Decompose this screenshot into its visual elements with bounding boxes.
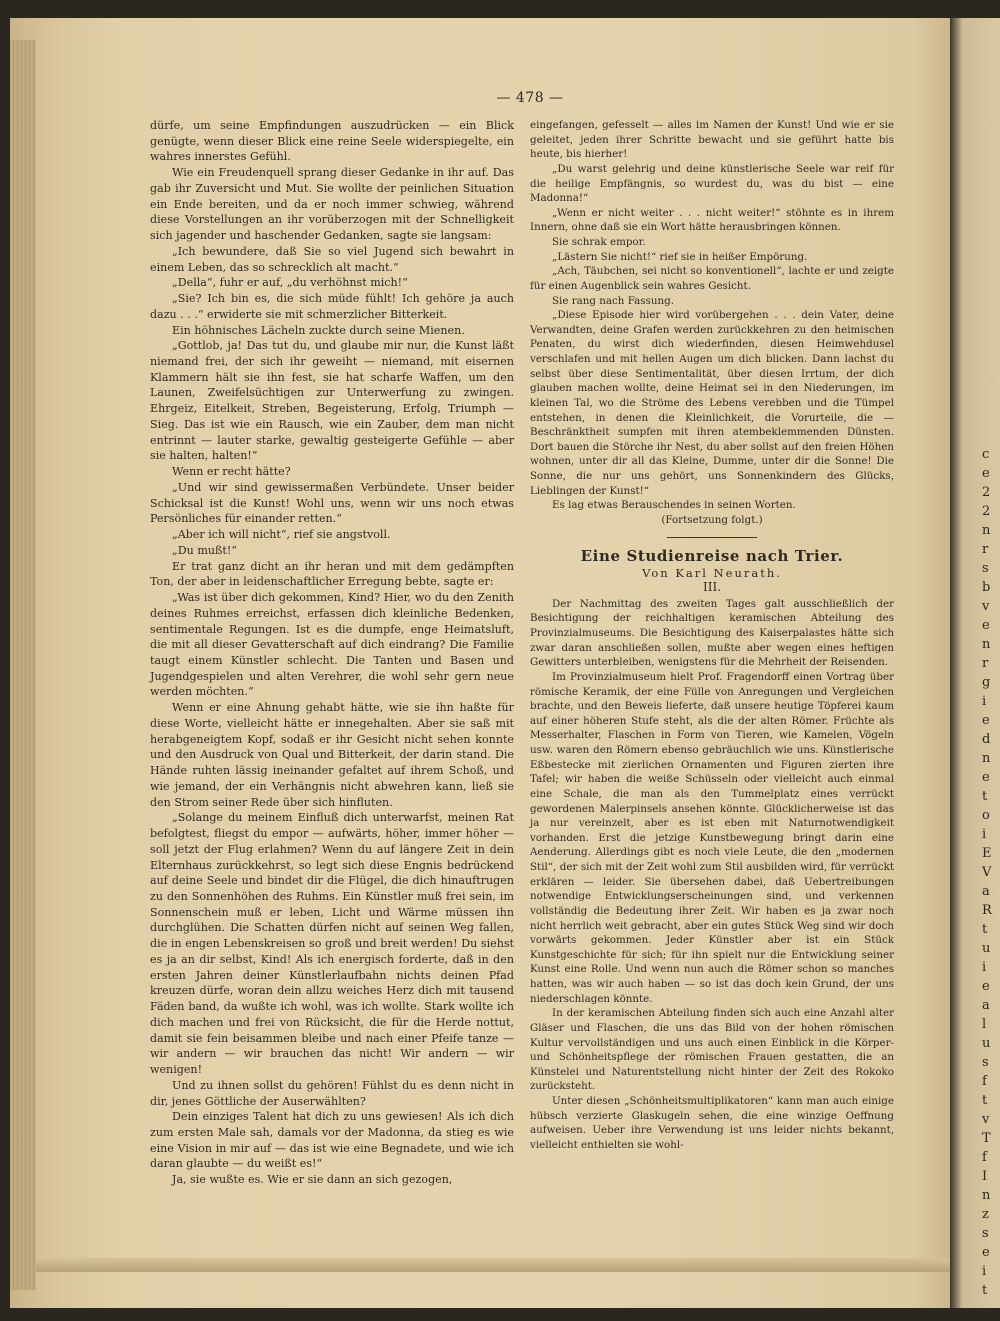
next-page-fragment: e bbox=[982, 713, 990, 728]
next-page-fragment: e bbox=[982, 770, 990, 785]
next-page-fragment: n bbox=[982, 523, 991, 538]
paragraph: „Du mußt!“ bbox=[172, 543, 237, 557]
next-page-fragment: i bbox=[982, 827, 987, 842]
next-page-fragment: a bbox=[982, 998, 990, 1013]
paragraph: Ein höhnisches Lächeln zuckte durch seine Mienen. bbox=[172, 323, 465, 337]
next-page-fragment: R bbox=[982, 903, 992, 918]
next-page-fragment: r bbox=[982, 656, 989, 671]
paragraph: eingefangen, gefesselt — alles im Namen der Kunst! Und wie er sie geleitet, jeden ihrer Schritte bewacht und sie geführt hatte bis heute, bis hierher! bbox=[530, 119, 894, 161]
next-page-fragment: E bbox=[982, 846, 992, 861]
next-page-fragment: r bbox=[982, 542, 989, 557]
paragraph: Wenn er recht hätte? bbox=[172, 465, 291, 479]
next-page-fragment: o bbox=[982, 808, 990, 823]
left-column bbox=[150, 118, 514, 1188]
paragraph: Wie ein Freudenquell sprang dieser Gedanke in ihr auf. Das gab ihr Zuversicht und Mut. Sie wollte der peinlichen Situation ein Ende bereiten, und da er noch immer schwieg, während diese Vorstellungen an ihr vorüberzogen mit der Schnelligkeit sich jagender und haschender Gedanken, sagte sie langsam: bbox=[150, 166, 514, 243]
next-page-fragment: f bbox=[982, 1074, 987, 1089]
paragraph: „Und wir sind gewissermaßen Verbündete. Unser beider Schicksal ist die Kunst! Wohl uns, wenn wir uns noch etwas Persönliches für einander retten.“ bbox=[150, 480, 514, 526]
next-page-fragment: e bbox=[982, 618, 990, 633]
next-page-fragment: V bbox=[982, 865, 992, 880]
next-page-fragment: I bbox=[982, 1169, 988, 1184]
next-page-fragment: v bbox=[982, 1112, 990, 1127]
adjacent-page-edge bbox=[950, 18, 1000, 1308]
paragraph: Er trat ganz dicht an ihr heran und mit dem gedämpften Ton, der aber in leidenschaftlicher Erregung bebte, sagte er: bbox=[150, 559, 514, 589]
next-page-fragment: f bbox=[982, 1150, 987, 1165]
next-page-fragment: n bbox=[982, 637, 991, 652]
paragraph: In der keramischen Abteilung finden sich auch eine Anzahl alter Gläser und Flaschen, die uns das Bild von der hohen römischen Kultur vervollständigen und uns auch einen Einblick in die Körper- und Schönheitspflege der römischen Frauen gestatten, die an Künstelei und Naturentstellung nicht hinter der Zeit des Rokoko zurücksteht. bbox=[530, 1007, 894, 1093]
next-page-fragment: i bbox=[982, 1264, 987, 1279]
paragraph: „Lästern Sie nicht!“ rief sie in heißer Empörung. bbox=[552, 250, 808, 263]
next-page-fragment: a bbox=[982, 884, 990, 899]
paragraph: „Sie? Ich bin es, die sich müde fühlt! Ich gehöre ja auch dazu . . .“ erwiderte sie mit schmerzlicher Bitterkeit. bbox=[150, 292, 514, 321]
right-column bbox=[530, 118, 894, 1153]
next-page-fragment: i bbox=[982, 694, 987, 709]
next-page-fragment: u bbox=[982, 1036, 991, 1051]
next-page-fragment: t bbox=[982, 1093, 988, 1108]
article-section-number: III. bbox=[702, 580, 722, 595]
next-page-fragment: e bbox=[982, 466, 990, 481]
paragraph: Sie rang nach Fassung. bbox=[552, 294, 674, 307]
story-continuation bbox=[530, 118, 894, 513]
next-page-fragment: z bbox=[982, 1207, 989, 1222]
page-number: — 478 — bbox=[496, 90, 564, 106]
paragraph: Im Provinzialmuseum hielt Prof. Fragendorff einen Vortrag über römische Keramik, der eine Fülle von Anregungen und Vergleichen brachte, und den Beweis lieferte, daß unsere heutige Töpferei kaum auf einer höheren Stufe steht, als die der alten Römer. Früchte als Messerhalter, Flaschen in Form von Tieren, wie Kamelen, Vögeln usw. waren den Römern ebenso gebräuchlich wie uns. Künstlerische Eßbestecke mit zierlichen Ornamenten und Figuren zierten ihre Tafel; wir haben die weiße Schüsseln oder vielleicht auch einmal eine Schale, die man als den Tummelplatz eines verrückt gewordenen Malerpinsels ansehen könnte. Glücklicherweise ist das ja nur vereinzelt, aber es ist eben mit Naturnotwendigkeit vorhanden. Erst die jetzige Kunstbewegung bringt darin eine Aenderung. Allerdings gibt es noch viele Leute, die den „modernen Stil“, der sich mit der Zeit wohl zum Stil ausbilden wird, für verrückt erklären — leider. Sie übersehen dabei, daß Uebertreibungen notwendige Entwicklungserscheinungen sind, und verkennen vollständig die Bedeutung ihrer Zeit. Wir haben es ja zwar noch nicht herrlich weit gebracht, aber ein gutes Stück Weg sind wir doch vorwärts gekommen. Jeder Künstler aber ist ein Stück Kunstgeschichte für sich; für ihn spielt nur die Entwicklung seiner Kunst eine Rolle. Und wenn nun auch die Römer schon so manches hatten, was wir auch haben — so ist das doch kein Grund, der uns niederschlagen könnte. bbox=[530, 670, 894, 1005]
next-page-fragment: 2 bbox=[982, 504, 991, 519]
next-page-fragment: n bbox=[982, 1188, 991, 1203]
article-title: Eine Studienreise nach Trier. bbox=[580, 546, 844, 565]
next-page-fragment: i bbox=[982, 960, 987, 975]
article-body bbox=[530, 597, 894, 1153]
paragraph: Unter diesen „Schönheitsmultiplikatoren“ kann man auch einige hübsch verzierte Glaskugeln sehen, die eine winzige Oeffnung aufweisen. Ueber ihre Verwendung ist uns leider nichts bekannt, vielleicht enthielten sie wohl- bbox=[530, 1095, 894, 1151]
paragraph: Es lag etwas Berauschendes in seinen Worten. bbox=[552, 499, 796, 512]
next-page-fragment: 2 bbox=[982, 485, 991, 500]
paragraph: „Ich bewundere, daß Sie so viel Jugend sich bewahrt in einem Leben, das so schrecklich alt macht.“ bbox=[150, 244, 514, 274]
next-page-fragment: b bbox=[982, 580, 991, 595]
article-author: Von Karl Neurath. bbox=[642, 565, 782, 580]
paragraph: „Was ist über dich gekommen, Kind? Hier, wo du den Zenith deines Ruhmes erreichst, erfassen dich kleinliche Bedenken, sentimentale Regungen. Ist es die dumpfe, enge Heimatsluft, die mit all dieser Gevatterschaft auf dich eindrang? Die Familie taugt einem Künstler schlecht. Die Tanten und Basen und Jugendgespielen und alten Verehrer, die wohl sehr gern neue werden möchten.“ bbox=[150, 591, 514, 699]
paragraph: Sie schrak empor. bbox=[552, 236, 646, 248]
next-page-fragment: t bbox=[982, 1283, 988, 1298]
continued-note: (Fortsetzung folgt.) bbox=[661, 513, 763, 526]
next-page-fragment: g bbox=[982, 675, 991, 690]
paragraph: „Solange du meinem Einfluß dich unterwarfst, meinen Rat befolgtest, fliegst du empor — aufwärts, höher, immer höher — soll jetzt der Flug erlahmen? Wenn du auf längere Zeit in dein Elternhaus zurückkehrst, so legt sich diese Engnis bedrückend auf deine Seele und bindet dir die Flügel, die dich hinauftrugen zu den Sonnenhöhen des Ruhms. Ein Künstler muß frei sein, im Sonnenschein muß er leben, Licht und Wärme müssen ihn durchglühen. Die Schatten dürfen nicht auf seinen Weg fallen, die in engen Lebenskreisen so groß und breit werden! Du siehst es ja an dir selbst, Kind! Als ich energisch forderte, daß in den ersten Jahren deiner Künstlerlaufbahn nichts deinen Pfad kreuzen dürfe, woran dein allzu weiches Herz dich mit tausend Fäden band, da wußte ich wohl, was ich wollte. Stark wollte ich dich machen und frei von Rücksicht, die für die Herde nottut, damit sie fein beisammen bleibe und nach einer Pfeife tanze — wir andern — wir brauchen das nicht! Wir andern — wir wenigen! bbox=[150, 811, 514, 1077]
next-page-fragment: t bbox=[982, 789, 988, 804]
paragraph: „Della“, fuhr er auf, „du verhöhnst mich!“ bbox=[172, 276, 408, 290]
paragraph: Der Nachmittag des zweiten Tages galt ausschließlich der Besichtigung der reichhaltigen keramischen Abteilung des Provinzialmuseums. Die Besichtigung des Kaiserpalastes hätte sich zwar daran anschließen sollen, mußte aber wegen eines heftigen Gewitters unterbleiben, wenigstens für die Mehrheit der Reisenden. bbox=[530, 597, 894, 669]
section-divider bbox=[667, 537, 757, 538]
paragraph: dürfe, um seine Empfindungen auszudrücken — ein Blick genügte, wenn dieser Blick eine reine Seele widerspiegelte, ein wahres innerstes Gefühl. bbox=[150, 119, 514, 164]
paragraph: „Ach, Täubchen, sei nicht so konventionell“, lachte er und zeigte für einen Augenblick sein wahres Gesicht. bbox=[530, 265, 894, 292]
next-page-fragment: s bbox=[982, 1226, 989, 1241]
next-page-fragment: v bbox=[982, 599, 990, 614]
next-page-fragment: c bbox=[982, 447, 990, 462]
next-page-fragment: d bbox=[982, 732, 991, 747]
paragraph: „Gottlob, ja! Das tut du, und glaube mir nur, die Kunst läßt niemand frei, der sich ihr geweiht — niemand, mit eisernen Klammern hält sie ihn fest, sie hat scharfe Waffen, um den Launen, Zweifelsüchtigen zur Unterwerfung zu zwingen. Ehrgeiz, Eitelkeit, Streben, Begeisterung, Erfolg, Triumph — Sieg. Das ist wie ein Rausch, wie ein Zauber, dem man nicht entrinnt — lauter starke, gewaltig gesteigerte Gefühle — aber sie halten, halten!“ bbox=[150, 339, 514, 463]
page-edge-stack bbox=[10, 40, 36, 1290]
next-page-fragment: e bbox=[982, 979, 990, 994]
paragraph: Und zu ihnen sollst du gehören! Fühlst du es denn nicht in dir, jenes Göttliche der Auserwählten? bbox=[150, 1078, 514, 1108]
paragraph: Wenn er eine Ahnung gehabt hätte, wie sie ihn haßte für diese Worte, vielleicht hätte er innegehalten. Aber sie saß mit herabgeneigtem Kopf, sodaß er ihr Gesicht nicht sehen konnte und den Ausdruck von Qual und Bitterkeit, der darin stand. Die Hände ruhten lässig ineinander gefaltet auf ihrem Schoß, und wie jemand, der ein Verhängnis nicht abwehren kann, ließ sie den Strom seiner Rede über sich hinfluten. bbox=[150, 701, 514, 809]
paragraph: „Wenn er nicht weiter . . . nicht weiter!“ stöhnte es in ihrem Innern, ohne daß sie ein Wort hätte herausbringen können. bbox=[530, 206, 894, 234]
paragraph: Dein einziges Talent hat dich zu uns gewiesen! Als ich dich zum ersten Male sah, damals vor der Madonna, da stieg es wie eine Vision in mir auf — das ist wie eine Begnadete, und wie ich daran glaubte — du weißt es!“ bbox=[150, 1110, 514, 1171]
next-page-fragment: T bbox=[982, 1131, 991, 1146]
next-page-fragment: e bbox=[982, 1245, 990, 1260]
paragraph: „Aber ich will nicht“, rief sie angstvoll. bbox=[172, 528, 391, 542]
next-page-fragment: l bbox=[982, 1017, 987, 1032]
next-page-fragment: t bbox=[982, 922, 988, 937]
next-page-fragment: s bbox=[982, 561, 989, 576]
paragraph: „Du warst gelehrig und deine künstlerische Seele war reif für die heilige Empfängnis, so wurdest du, was du bist — eine Madonna!“ bbox=[530, 162, 894, 205]
next-page-fragment: u bbox=[982, 941, 991, 956]
next-page-fragment: n bbox=[982, 751, 991, 766]
paragraph: „Diese Episode hier wird vorübergehen . . . dein Vater, deine Verwandten, deine Grafen werden zurückkehren zu den heimischen Penaten, du wirst dich wiederfinden, diesen Heimwehdusel verschlafen und mit hellen Augen um dich blicken. Dann lachst du selbst über diese Sentimentalität, über diesen Irrtum, der dich glauben machen wollte, deine Heimat sei in den Niederungen, im kleinen Tal, wo die Ströme des Lebens verebben und die Tümpel entstehen, in denen die Kleinlichkeit, die Vorurteile, die — Beschränktheit sumpfen mit ihren atembeklemmenden Dünsten. Dort bauen die Störche ihr Nest, du aber sollst auf den freien Höhen wohnen, unter dir all das Kleine, Dumme, unter dir die Sonne! Die Sonne, die nur uns gehört, uns Sonnenkindern des Glücks, Lieblingen der Kunst!“ bbox=[530, 309, 894, 497]
page-bottom-edge bbox=[36, 1258, 950, 1272]
next-page-fragment: s bbox=[982, 1055, 989, 1070]
paragraph: Ja, sie wußte es. Wie er sie dann an sich gezogen, bbox=[172, 1173, 453, 1187]
